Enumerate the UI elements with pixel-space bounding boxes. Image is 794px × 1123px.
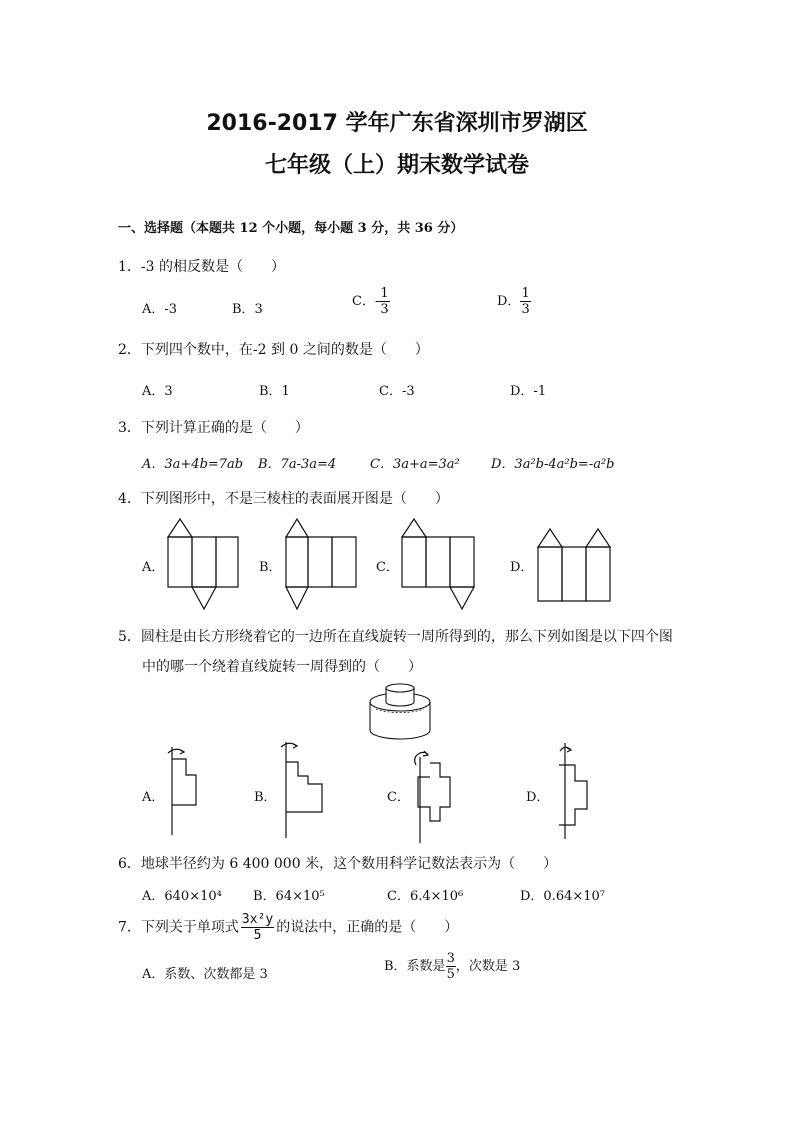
option-a: A．系数、次数都是 3 — [142, 967, 268, 982]
option-b: B．1 — [259, 384, 290, 399]
option-a: A．3a+4b=7ab — [142, 457, 244, 472]
option-c: C．-3 — [379, 384, 415, 399]
option-d: D．-1 — [510, 384, 547, 399]
question-number: 7． — [118, 919, 141, 936]
profile-figure-b — [278, 740, 330, 840]
cylinder-figure — [368, 680, 432, 742]
fraction — [379, 287, 389, 316]
profile-figure-c — [410, 745, 462, 845]
question-number: 2． — [118, 342, 141, 358]
question-number: 5． — [118, 629, 141, 645]
question-number: 6． — [118, 856, 141, 872]
page-title: 2016-2017 学年广东省深圳市罗湖区 — [206, 111, 588, 136]
option-d: D．0.64×10⁷ — [520, 889, 606, 904]
question-number: 3． — [118, 420, 141, 436]
option-text: ，次数是 3 — [455, 959, 521, 974]
option-b — [384, 952, 520, 981]
option-d: D． — [526, 790, 550, 805]
question-text-suffix: 的说法中，正确的是（ ） — [276, 919, 459, 936]
option-a: A． — [142, 790, 165, 805]
section-heading: 一、选择题（本题共 12 个小题，每小题 3 分，共 36 分） — [118, 221, 464, 236]
net-figure-b — [284, 517, 358, 611]
numerator: 3 — [446, 951, 455, 966]
option-c: C． — [376, 560, 399, 575]
minus-sign: - — [374, 294, 380, 309]
denominator: 3 — [521, 302, 530, 317]
question-number: 4． — [118, 491, 141, 507]
denominator: 3 — [380, 302, 389, 317]
option-a: A．-3 — [142, 302, 178, 317]
option-label: C． — [352, 294, 375, 309]
option-a: A． — [142, 560, 165, 575]
option-b: B．64×10⁵ — [253, 889, 325, 904]
numerator: 1 — [521, 286, 530, 301]
net-figure-c — [400, 517, 476, 611]
numerator: 1 — [380, 286, 389, 301]
option-c: C．3a+a=3a² — [370, 457, 460, 472]
question-text: 下列图形中，不是三棱柱的表面展开图是（ ） — [140, 491, 449, 507]
question-6 — [118, 853, 557, 873]
option-c — [352, 287, 390, 316]
fraction — [520, 287, 530, 316]
numerator: 3x²y — [241, 912, 274, 927]
monomial-fraction — [241, 913, 274, 942]
question-7 — [118, 913, 458, 942]
option-d: D． — [510, 560, 534, 575]
page-subtitle: 七年级（上）期末数学试卷 — [264, 153, 529, 178]
option-a: A．3 — [142, 384, 173, 399]
denominator: 5 — [446, 967, 455, 982]
option-label: B．系数是 — [384, 959, 446, 974]
net-figure-a — [166, 517, 240, 611]
question-5 — [118, 626, 673, 646]
question-1 — [118, 256, 285, 276]
question-4 — [118, 488, 449, 508]
fraction — [446, 952, 456, 981]
option-c: C．6.4×10⁶ — [387, 889, 464, 904]
option-b: B．7a-3a=4 — [258, 457, 337, 472]
question-5-line2: 中的哪一个绕着直线旋转一周得到的（ ） — [142, 659, 422, 675]
question-text-prefix: 下列关于单项式 — [140, 919, 239, 936]
option-d — [497, 287, 531, 316]
option-b: B． — [254, 790, 277, 805]
option-b: B．3 — [232, 302, 263, 317]
option-b: B． — [259, 560, 282, 575]
option-label: D． — [497, 294, 521, 309]
question-text: 下列计算正确的是（ ） — [140, 420, 309, 436]
question-3 — [118, 417, 309, 437]
net-figure-d — [536, 527, 612, 603]
question-text: 下列四个数中，在-2 到 0 之间的数是（ ） — [140, 342, 429, 358]
question-number: 1． — [118, 259, 141, 275]
question-text: 地球半径约为 6 400 000 米，这个数用科学记数法表示为（ ） — [140, 856, 558, 872]
option-c: C． — [387, 790, 410, 805]
profile-figure-a — [164, 745, 206, 837]
question-text: 圆柱是由长方形绕着它的一边所在直线旋转一周所得到的，那么下列如图是以下四个图 — [140, 629, 673, 645]
question-text: -3 的相反数是（ ） — [140, 259, 286, 275]
option-d: D．3a²b-4a²b=-a²b — [491, 457, 615, 472]
profile-figure-d — [551, 741, 591, 841]
denominator: 5 — [253, 928, 262, 943]
option-a: A．640×10⁴ — [142, 889, 222, 904]
question-2 — [118, 339, 429, 359]
